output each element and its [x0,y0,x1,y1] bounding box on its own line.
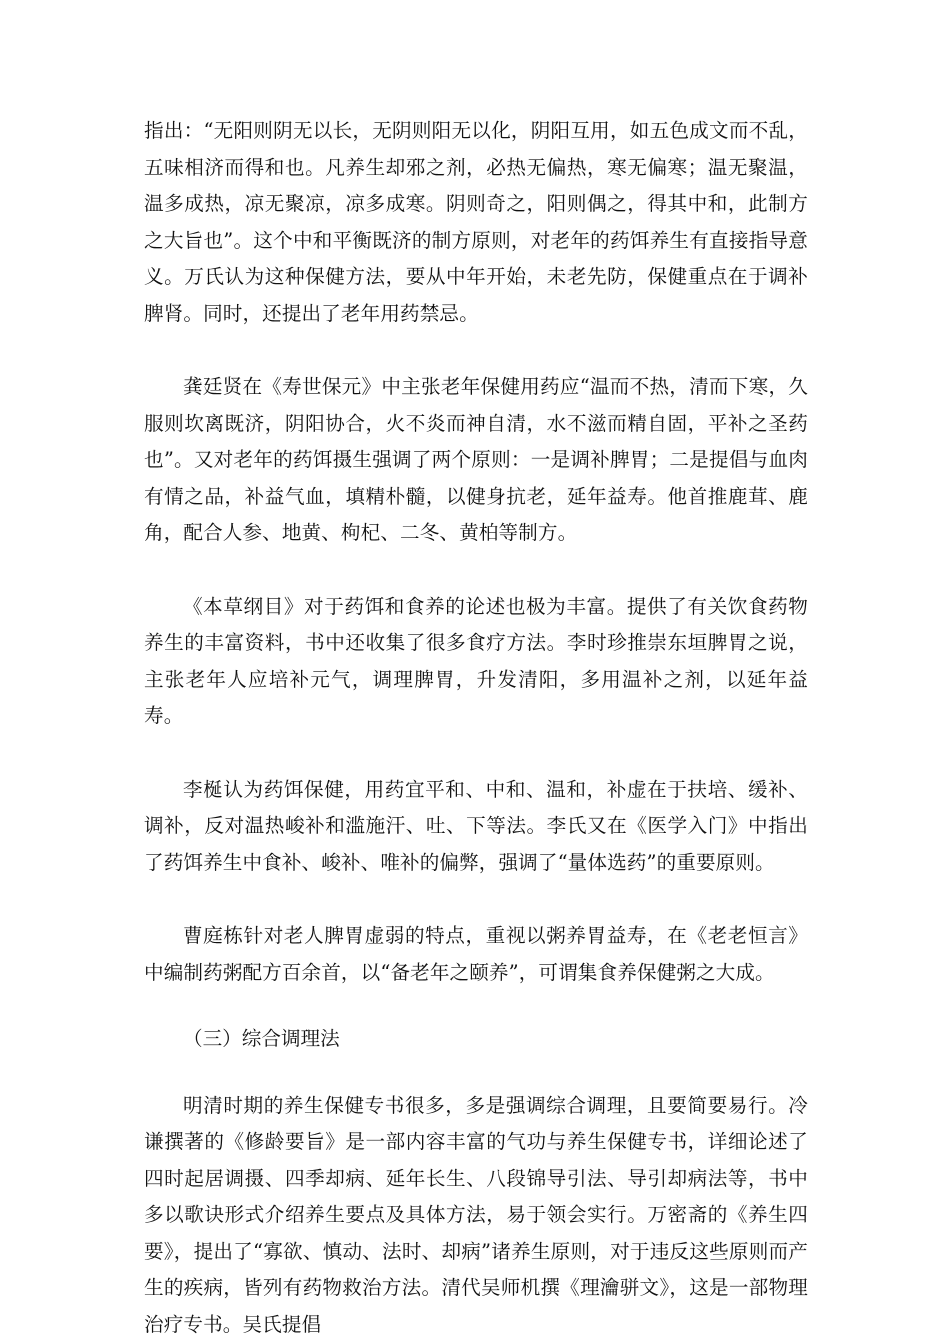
paragraph-3: 《本草纲目》对于药饵和食养的论述也极为丰富。提供了有关饮食药物养生的丰富资料，书中还收集了很多食疗方法。李时珍推崇东垣脾胃之说，主张老年人应培补元气，调理脾胃，升发清阳，多用温补之剂，以延年益寿。 [144,594,808,727]
paragraph-4: 李梴认为药饵保健，用药宜平和、中和、温和，补虚在于扶培、缓补、调补，反对温热峻补和滥施汗、吐、下等法。李氏又在《医学入门》中指出了药饵养生中食补、峻补、唯补的偏弊，强调了“量体选药”的重要原则。 [144,777,808,874]
paragraph-6: 明清时期的养生保健专书很多，多是强调综合调理，且要简要易行。冷谦撰著的《修龄要旨》是一部内容丰富的气功与养生保健专书，详细论述了四时起居调摄、四季却病、延年长生、八段锦导引法、导引却病法等，书中多以歌诀形式介绍养生要点及具体方法，易于领会实行。万密斋的《养生四要》，提出了“寡欲、慎动、法时、却病”诸养生原则，对于违反这些原则而产生的疾病，皆列有药物救治方法。清代吴师机撰《理瀹骈文》，这是一部物理治疗专书。吴氏提倡 [144,1093,808,1336]
paragraph-5: 曹庭栋针对老人脾胃虚弱的特点，重视以粥养胃益寿，在《老老恒言》中编制药粥配方百余首，以“备老年之颐养”，可谓集食养保健粥之大成。 [144,924,808,984]
document-page [144,113,808,1343]
paragraph-2: 龚廷贤在《寿世保元》中主张老年保健用药应“温而不热，清而下寒，久服则坎离既济，阴阳协合，火不炎而神自清，水不滋而精自固，平补之圣药也”。又对老年的药饵摄生强调了两个原则：一是调补脾胃；二是提倡与血肉有情之品，补益气血，填精朴髓，以健身抗老，延年益寿。他首推鹿茸、鹿角，配合人参、地黄、枸杞、二冬、黄柏等制方。 [144,375,808,544]
section-heading: （三）综合调理法 [183,1027,340,1050]
paragraph-1: 指出：“无阳则阴无以长，无阴则阳无以化，阴阳互用，如五色成文而不乱，五味相济而得和也。凡养生却邪之剂，必热无偏热，寒无偏寒；温无聚温，温多成热，凉无聚凉，凉多成寒。阴则奇之，阳则偶之，得其中和，此制方之大旨也”。这个中和平衡既济的制方原则，对老年的药饵养生有直接指导意义。万氏认为这种保健方法，要从中年开始，未老先防，保健重点在于调补脾肾。同时，还提出了老年用药禁忌。 [144,119,808,325]
